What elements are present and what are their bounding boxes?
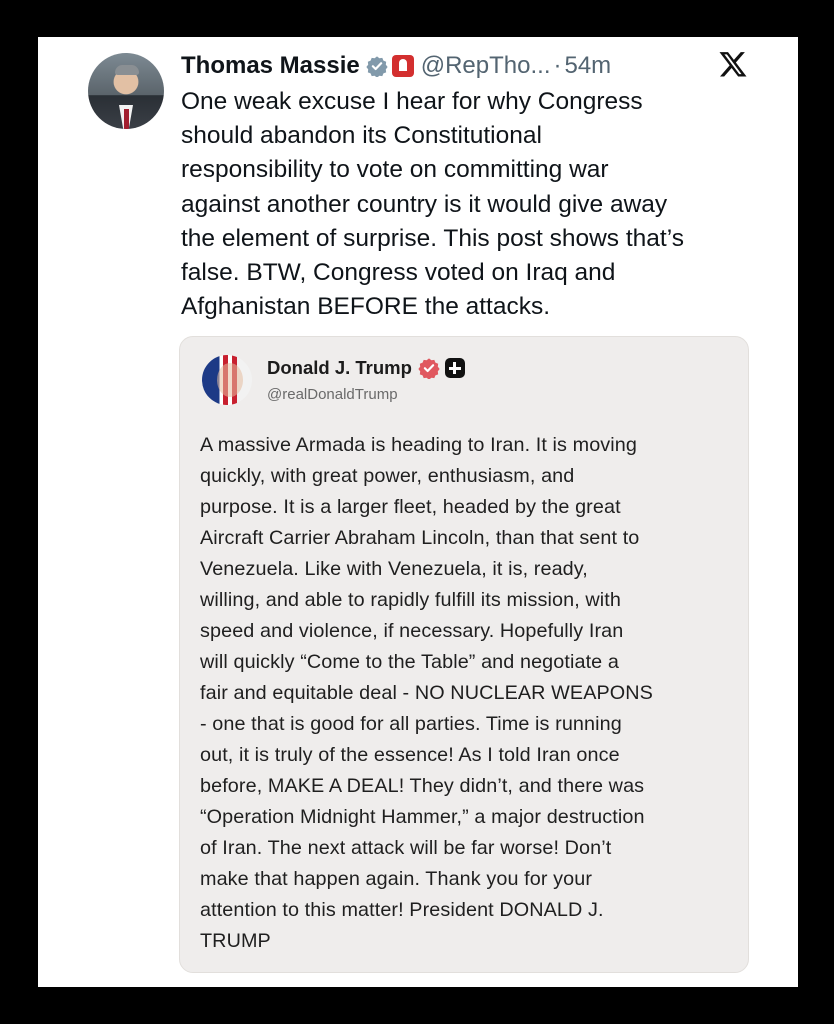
tweet-text: One weak excuse I hear for why Congress should abandon its Constitutional responsibility to vote on committing war against another country is it would give away the element of surprise. This post shows that’s false. BTW, Congress voted on Iraq and Afghanistan BEFORE the attacks. bbox=[181, 88, 684, 321]
quoted-post-text: A massive Armada is heading to Iran. It is moving quickly, with great power, enthusiasm, and purpose. It is a larger fleet, headed by the great Aircraft Carrier Abraham Lincoln, than that sent to Venezuela. Like with Venezuela, it is, ready, willing, and able to rapidly fulfill its mission, with speed and violence, if necessary. Hopefully Iran will quickly “Come to the Table” and negotiate a fair and equitable deal - NO NUCLEAR WEAPONS - one that is good for all parties. Time is running out, it is truly of the essence! As I told Iran once before, MAKE A DEAL! They didn’t, and there was “Operation Midnight Hammer,” a major destruction of Iran. The next attack will be far worse! Don’t make that happen again. Thank you for your attention to this matter! President DONALD J. TRUMP bbox=[200, 434, 653, 952]
quoted-post-card[interactable] bbox=[179, 336, 749, 973]
post-time[interactable]: 54m bbox=[564, 52, 612, 79]
verified-badge-icon bbox=[366, 55, 388, 77]
author-handle[interactable]: @RepTho... bbox=[420, 52, 551, 79]
tweet-header bbox=[181, 49, 611, 83]
plus-badge-icon bbox=[445, 358, 465, 378]
tweet-card[interactable] bbox=[38, 37, 798, 987]
quoted-author-handle[interactable]: @realDonaldTrump bbox=[267, 386, 398, 403]
quoted-author-avatar[interactable] bbox=[202, 355, 252, 405]
verified-badge-icon bbox=[418, 357, 440, 379]
author-avatar[interactable] bbox=[88, 53, 164, 129]
government-badge-icon bbox=[392, 55, 414, 77]
separator-dot: · bbox=[553, 52, 562, 79]
quoted-author-name[interactable]: Donald J. Trump bbox=[267, 357, 412, 378]
x-logo-icon bbox=[718, 49, 748, 79]
quoted-author-header bbox=[267, 357, 465, 379]
author-name[interactable]: Thomas Massie bbox=[181, 52, 360, 79]
